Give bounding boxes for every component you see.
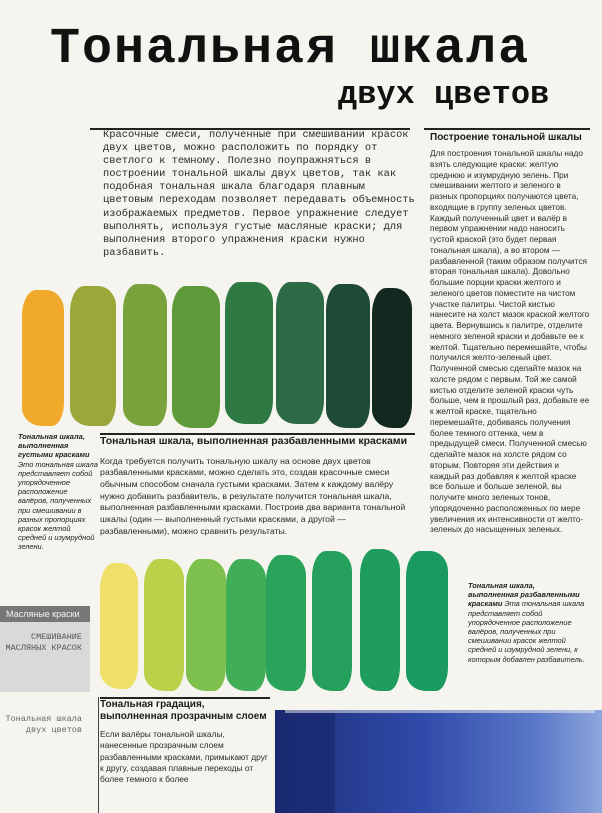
page-title: Тональная шкала	[50, 21, 531, 78]
paint-swatch	[312, 551, 352, 691]
right-column-text: Для построения тональной шкалы надо взять следующие краски: желтую среднюю и изумрудную зелень. При смешивании желтого и зеленого в разных пропорциях получаются цвета, входящие в группу зеленых цветов. Каждый полученный цвет и валёр в первом упражнении надо наносить густой краской (это будет первая тональная шкала), а во втором — разбавленной (таким образом получится вторая тональная шкала). Довольно большие порции краски желтого и зеленого цветов поместите на чистом участке палитры. Чистой кистью нанесите на холст мазок краской желтого цвета. Вернувшись к палитре, отделите немного зеленой краски и добавьте ее к желтой. Тщательно перемешайте, чтобы получился желто-зеленый цвет. Полученной смесью сделайте мазок на холсте рядом с первым. Той же самой кистью отделите зеленой краски чуть больше, чем в прошлый раз, добавьте ее к желтой краске, тщательно перемешайте, добиваясь получения более темного оттенка, чем в предыдущей смеси. Полученной смесью сделайте мазок на холсте рядом со вторым. Повторяя эти действия и каждый раз добавляя к желтой краске все больше и больше зеленой, вы получите много зеленых тонов, упорядоченно расположенных по мере увеличения их интенсивности от желто-зеленых до насыщенных зеленых.	[430, 149, 590, 535]
thick-paint-scale	[20, 282, 415, 432]
paint-swatch	[100, 563, 138, 689]
paint-swatch	[266, 555, 306, 691]
intro-paragraph: Красочные смеси, полученные при смешивании красок двух цветов, можно расположить по порядку от светлого к темному. Полезно поупражняться в построении тональной шкалы двух цветов, так как подобная тональная шкала благодаря плавным цветовым переходам позволяет передавать объемность изображаемых предметов. Первое упражнение следует выполнять, используя густые масляные краски; для выполнения второго упражнения краски нужно разбавить.	[103, 129, 415, 259]
caption-diluted-scale	[468, 581, 586, 664]
caption-thick-scale	[18, 432, 98, 552]
paint-swatch	[172, 286, 220, 428]
paint-swatch	[276, 282, 324, 424]
page-subtitle: двух цветов	[338, 76, 550, 113]
section-label: Масляные краски	[0, 606, 90, 622]
section-glaze-text: Если валёры тональной шкалы, нанесенные прозрачным слоем разбавленными красками, примыкают друг к другу, создавая плавные переходы от более темного к более	[100, 729, 268, 785]
paint-swatch	[326, 284, 370, 428]
caption-thick-scale-text: Это тональная шкала представляет собой упорядоченное расположение валёров, полученных при смешивании в разных пропорциях красок желтой средней и изумрудной зелени.	[18, 459, 98, 552]
right-column	[424, 128, 590, 536]
chapter-box: СМЕШИВАНИЕ МАСЛЯНЫХ КРАСОК	[0, 622, 90, 692]
caption-thick-scale-title: Тональная шкала, выполненная густыми красками	[18, 432, 90, 460]
right-column-heading: Построение тональной шкалы	[430, 132, 582, 143]
paint-swatch	[372, 288, 412, 428]
caption-diluted-scale-title: Тональная шкала, выполненная разбавленными красками	[468, 581, 580, 609]
side-running-title: Тональная шкала двух цветов	[5, 714, 82, 735]
paint-swatch	[144, 559, 184, 691]
paint-swatch	[226, 559, 266, 691]
paint-swatch	[406, 551, 448, 691]
paint-swatch	[70, 286, 116, 426]
caption-diluted-scale-text: Эта тональная шкала представляет собой упорядоченное расположение валёров, полученных при смешивании красок желтой средней и изумрудной зелени, к которым добавлен разбавитель.	[468, 599, 585, 664]
section-glaze	[100, 697, 270, 785]
diluted-paint-scale	[100, 545, 450, 695]
column-divider	[98, 697, 99, 813]
paint-swatch	[225, 282, 273, 424]
right-column-rule	[424, 128, 590, 130]
paint-swatch	[360, 549, 400, 691]
section-diluted	[100, 433, 415, 537]
section-glaze-heading: Тональная градация, выполненная прозрачным слоем	[100, 699, 267, 722]
section-diluted-heading: Тональная шкала, выполненная разбавленными красками	[100, 435, 408, 447]
paint-swatch	[186, 559, 226, 691]
paint-swatch	[22, 290, 64, 426]
paint-swatch	[123, 284, 167, 426]
blue-glaze-gradient-image	[275, 700, 602, 813]
section-diluted-text: Когда требуется получить тональную шкалу на основе двух цветов разбавленными красками, можно сделать это, создав красочные смеси обычным способом сначала густыми красками. Затем к каждому валёру нужно добавить разбавитель, в результате получится тональная шкала, выполненная разбавленными красками. Построив два варианта тональной шкалы (один — выполненный густыми красками, а другой — разбавленными), можно сравнить результаты.	[100, 455, 406, 536]
